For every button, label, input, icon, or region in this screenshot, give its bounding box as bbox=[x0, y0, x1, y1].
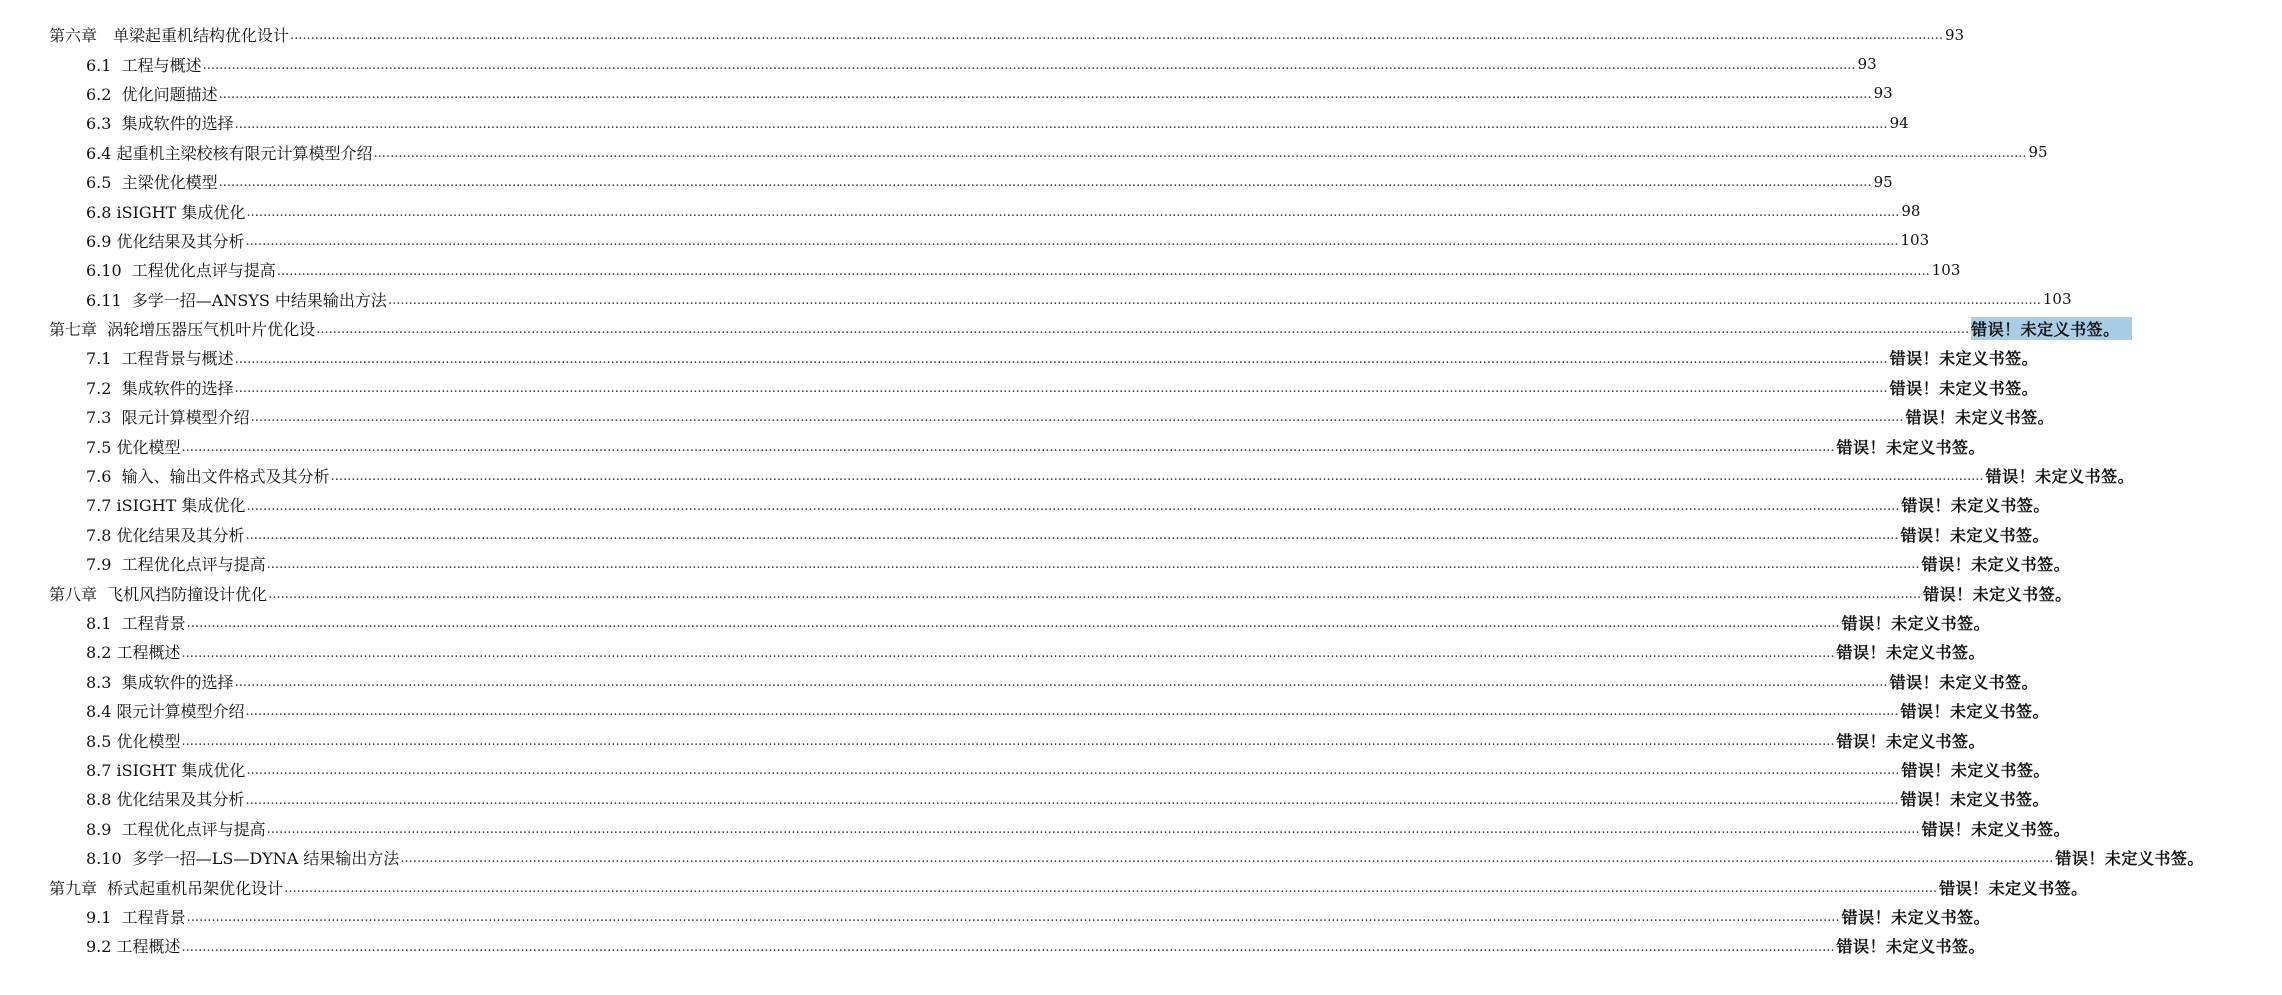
toc-section-entry[interactable] bbox=[0, 667, 2039, 696]
toc-page-error[interactable]: 错误！未定义书签。 bbox=[1836, 731, 1985, 751]
toc-dot-leader: ................................................................................................................................................................................................................................................................................................................................................................................................................ bbox=[276, 263, 1930, 279]
toc-page-number[interactable]: 95 bbox=[2028, 143, 2048, 162]
toc-section-entry[interactable] bbox=[0, 755, 2050, 784]
toc-section-entry[interactable] bbox=[0, 49, 1877, 78]
toc-dot-leader: ................................................................................................................................................................................................................................................................................................................................................................................................................ bbox=[234, 674, 1888, 690]
toc-dot-leader: ................................................................................................................................................................................................................................................................................................................................................................................................................ bbox=[246, 498, 1900, 514]
toc-page-error[interactable]: 错误！未定义书签。 bbox=[1985, 467, 2135, 487]
toc-section-entry[interactable] bbox=[0, 402, 2055, 431]
toc-section-entry[interactable] bbox=[0, 196, 1921, 225]
toc-section-entry[interactable] bbox=[0, 226, 1930, 255]
toc-entry-title[interactable]: 7.5 优化模型 bbox=[86, 437, 181, 457]
toc-dot-leader: ................................................................................................................................................................................................................................................................................................................................................................................................................ bbox=[245, 792, 1899, 808]
toc-section-entry[interactable] bbox=[0, 167, 1893, 196]
toc-dot-leader: ................................................................................................................................................................................................................................................................................................................................................................................................................ bbox=[330, 469, 1984, 485]
toc-dot-leader: ................................................................................................................................................................................................................................................................................................................................................................................................................ bbox=[181, 939, 1835, 955]
toc-chapter-entry[interactable] bbox=[0, 20, 1965, 49]
toc-page-number[interactable]: 94 bbox=[1889, 113, 1909, 132]
toc-entry-title[interactable]: 8.10 多学一招—LS—DYNA 结果输出方法 bbox=[86, 849, 400, 869]
toc-page-error[interactable]: 错误！未定义书签。 bbox=[1939, 878, 2088, 898]
toc-entry-title[interactable]: 7.3 限元计算模型介绍 bbox=[86, 408, 250, 428]
toc-page-error[interactable]: 错误！未定义书签。 bbox=[1900, 702, 2049, 722]
toc-dot-leader: ................................................................................................................................................................................................................................................................................................................................................................................................................ bbox=[234, 381, 1888, 397]
toc-entry-title[interactable]: 9.2 工程概述 bbox=[86, 937, 181, 957]
toc-page-error[interactable]: 错误！未定义书签。 bbox=[1905, 408, 2055, 428]
toc-section-entry[interactable] bbox=[0, 79, 1893, 108]
toc-dot-leader: ................................................................................................................................................................................................................................................................................................................................................................................................................ bbox=[234, 116, 1888, 132]
toc-entry-title[interactable]: 7.6 输入、输出文件格式及其分析 bbox=[86, 467, 330, 487]
toc-page-number[interactable]: 103 bbox=[1900, 231, 1930, 250]
toc-dot-leader: ................................................................................................................................................................................................................................................................................................................................................................................................................ bbox=[268, 586, 1922, 602]
toc-page-error[interactable]: 错误！未定义书签。 bbox=[1901, 496, 2050, 516]
toc-page-error[interactable]: 错误！未定义书签。 bbox=[1900, 525, 2049, 545]
toc-page-number[interactable]: 103 bbox=[1931, 260, 1961, 279]
toc-page-error[interactable]: 错误！未定义书签。 bbox=[1841, 614, 1991, 633]
toc-page-error[interactable]: 错误！未定义书签。 bbox=[1836, 937, 1985, 957]
toc-section-entry[interactable] bbox=[0, 931, 1985, 960]
toc-dot-leader: ................................................................................................................................................................................................................................................................................................................................................................................................................ bbox=[246, 204, 1900, 220]
toc-chapter-entry[interactable] bbox=[0, 314, 2120, 343]
toc-page-error-selected[interactable]: 错误！未定义书签。 bbox=[1971, 317, 2132, 340]
toc-section-entry[interactable] bbox=[0, 814, 2071, 843]
toc-entry-title[interactable]: 第八章 飞机风挡防撞设计优化 bbox=[49, 584, 268, 604]
toc-section-entry[interactable] bbox=[0, 373, 2039, 402]
toc-entry-title[interactable]: 8.1 工程背景 bbox=[86, 614, 186, 633]
toc-section-entry[interactable] bbox=[0, 637, 1985, 666]
toc-dot-leader: ................................................................................................................................................................................................................................................................................................................................................................................................................ bbox=[284, 880, 1938, 896]
toc-section-entry[interactable] bbox=[0, 784, 2049, 813]
toc-dot-leader: ................................................................................................................................................................................................................................................................................................................................................................................................................ bbox=[387, 292, 2041, 308]
toc-section-entry[interactable] bbox=[0, 343, 2039, 372]
toc-page-error[interactable]: 错误！未定义书签。 bbox=[1889, 349, 2039, 369]
toc-section-entry[interactable] bbox=[0, 843, 2204, 872]
toc-dot-leader: ................................................................................................................................................................................................................................................................................................................................................................................................................ bbox=[234, 351, 1888, 367]
toc-entry-title[interactable]: 8.2 工程概述 bbox=[86, 643, 181, 663]
toc-entry-title[interactable]: 8.7 iSIGHT 集成优化 bbox=[86, 760, 246, 780]
toc-chapter-entry[interactable] bbox=[0, 578, 2072, 607]
toc-entry-title[interactable]: 9.1 工程背景 bbox=[86, 907, 186, 927]
toc-page-number[interactable]: 95 bbox=[1873, 172, 1893, 191]
toc-entry-title[interactable]: 6.1 工程与概述 bbox=[86, 55, 202, 75]
toc-page-error[interactable]: 错误！未定义书签。 bbox=[1900, 790, 2049, 810]
toc-dot-leader: ................................................................................................................................................................................................................................................................................................................................................................................................................ bbox=[181, 645, 1835, 661]
toc-entry-title[interactable]: 6.10 工程优化点评与提高 bbox=[86, 261, 276, 281]
toc-page-error[interactable]: 错误！未定义书签。 bbox=[1836, 643, 1985, 663]
toc-dot-leader: ................................................................................................................................................................................................................................................................................................................................................................................................................ bbox=[400, 851, 2054, 867]
toc-section-entry[interactable] bbox=[0, 696, 2049, 725]
toc-dot-leader: ................................................................................................................................................................................................................................................................................................................................................................................................................ bbox=[218, 87, 1872, 103]
toc-entry-title[interactable]: 8.4 限元计算模型介绍 bbox=[86, 702, 245, 722]
toc-page-error[interactable]: 错误！未定义书签。 bbox=[1836, 437, 1985, 457]
toc-page-number[interactable]: 93 bbox=[1857, 55, 1877, 74]
table-of-contents bbox=[0, 20, 2204, 961]
toc-entry-title[interactable]: 6.2 优化问题描述 bbox=[86, 84, 218, 104]
toc-section-entry[interactable] bbox=[0, 138, 2048, 167]
toc-dot-leader: ................................................................................................................................................................................................................................................................................................................................................................................................................ bbox=[245, 528, 1899, 544]
toc-entry-title[interactable]: 8.5 优化模型 bbox=[86, 731, 181, 751]
toc-dot-leader: ................................................................................................................................................................................................................................................................................................................................................................................................................ bbox=[186, 616, 1840, 632]
toc-dot-leader: ................................................................................................................................................................................................................................................................................................................................................................................................................ bbox=[266, 557, 1920, 573]
toc-dot-leader: ................................................................................................................................................................................................................................................................................................................................................................................................................ bbox=[186, 910, 1840, 926]
toc-entry-title[interactable]: 6.8 iSIGHT 集成优化 bbox=[86, 202, 246, 222]
toc-page-number[interactable]: 93 bbox=[1944, 25, 1965, 44]
toc-section-entry[interactable] bbox=[0, 725, 1985, 754]
toc-entry-title[interactable]: 6.3 集成软件的选择 bbox=[86, 114, 234, 134]
toc-entry-title[interactable]: 7.9 工程优化点评与提高 bbox=[86, 555, 266, 575]
toc-entry-title[interactable]: 7.7 iSIGHT 集成优化 bbox=[86, 496, 246, 516]
toc-page-error[interactable]: 错误！未定义书签。 bbox=[1923, 584, 2072, 604]
toc-page-error[interactable]: 错误！未定义书签。 bbox=[1889, 672, 2039, 692]
toc-dot-leader: ................................................................................................................................................................................................................................................................................................................................................................................................................ bbox=[266, 821, 1920, 837]
toc-entry-title[interactable]: 8.3 集成软件的选择 bbox=[86, 672, 234, 692]
toc-section-entry[interactable] bbox=[0, 285, 2072, 314]
toc-section-entry[interactable] bbox=[0, 520, 2049, 549]
toc-dot-leader: ................................................................................................................................................................................................................................................................................................................................................................................................................ bbox=[373, 145, 2027, 161]
toc-entry-title[interactable]: 7.2 集成软件的选择 bbox=[86, 378, 234, 398]
toc-dot-leader: ................................................................................................................................................................................................................................................................................................................................................................................................................ bbox=[202, 57, 1856, 73]
toc-page-number[interactable]: 93 bbox=[1873, 84, 1893, 103]
toc-dot-leader: ................................................................................................................................................................................................................................................................................................................................................................................................................ bbox=[245, 234, 1899, 250]
toc-page-error[interactable]: 错误！未定义书签。 bbox=[2055, 849, 2204, 869]
toc-dot-leader: ................................................................................................................................................................................................................................................................................................................................................................................................................ bbox=[290, 28, 1943, 44]
toc-page-error[interactable]: 错误！未定义书签。 bbox=[1889, 378, 2039, 398]
toc-dot-leader: ................................................................................................................................................................................................................................................................................................................................................................................................................ bbox=[181, 733, 1835, 749]
toc-dot-leader: ................................................................................................................................................................................................................................................................................................................................................................................................................ bbox=[316, 322, 1970, 338]
toc-entry-title[interactable]: 7.1 工程背景与概述 bbox=[86, 349, 234, 369]
toc-section-entry[interactable] bbox=[0, 431, 1985, 460]
toc-page-number[interactable]: 98 bbox=[1901, 202, 1921, 221]
toc-page-error[interactable]: 错误！未定义书签。 bbox=[1901, 760, 2050, 780]
toc-dot-leader: ................................................................................................................................................................................................................................................................................................................................................................................................................ bbox=[245, 704, 1899, 720]
toc-entry-title[interactable]: 6.5 主梁优化模型 bbox=[86, 173, 218, 193]
toc-entry-title[interactable]: 8.8 优化结果及其分析 bbox=[86, 790, 245, 810]
toc-section-entry[interactable] bbox=[0, 549, 2071, 578]
toc-dot-leader: ................................................................................................................................................................................................................................................................................................................................................................................................................ bbox=[250, 410, 1904, 426]
toc-section-entry[interactable] bbox=[0, 490, 2050, 519]
toc-section-entry[interactable] bbox=[0, 902, 1991, 931]
toc-entry-title[interactable]: 7.8 优化结果及其分析 bbox=[86, 525, 245, 545]
toc-dot-leader: ................................................................................................................................................................................................................................................................................................................................................................................................................ bbox=[181, 439, 1835, 455]
toc-entry-title[interactable]: 第七章 涡轮增压器压气机叶片优化设 bbox=[49, 320, 316, 340]
toc-section-entry[interactable] bbox=[0, 608, 1991, 637]
toc-page-error[interactable]: 错误！未定义书签。 bbox=[1921, 555, 2071, 575]
toc-dot-leader: ................................................................................................................................................................................................................................................................................................................................................................................................................ bbox=[246, 763, 1900, 779]
toc-page-error[interactable]: 错误！未定义书签。 bbox=[1841, 907, 1991, 927]
toc-chapter-entry[interactable] bbox=[0, 872, 2088, 901]
toc-page-error[interactable]: 错误！未定义书签。 bbox=[1921, 819, 2071, 839]
toc-entry-title[interactable]: 第九章 桥式起重机吊架优化设计 bbox=[49, 878, 284, 898]
toc-section-entry[interactable] bbox=[0, 108, 1909, 137]
toc-dot-leader: ................................................................................................................................................................................................................................................................................................................................................................................................................ bbox=[218, 175, 1872, 191]
toc-entry-title[interactable]: 第六章 单梁起重机结构优化设计 bbox=[49, 26, 290, 46]
toc-entry-title[interactable]: 6.9 优化结果及其分析 bbox=[86, 231, 245, 251]
toc-entry-title[interactable]: 6.4 起重机主梁校核有限元计算模型介绍 bbox=[86, 143, 373, 163]
toc-section-entry[interactable] bbox=[0, 255, 1961, 284]
toc-section-entry[interactable] bbox=[0, 461, 2135, 490]
toc-page-number[interactable]: 103 bbox=[2042, 290, 2072, 309]
toc-entry-title[interactable]: 8.9 工程优化点评与提高 bbox=[86, 819, 266, 839]
toc-entry-title[interactable]: 6.11 多学一招—ANSYS 中结果输出方法 bbox=[86, 290, 387, 310]
